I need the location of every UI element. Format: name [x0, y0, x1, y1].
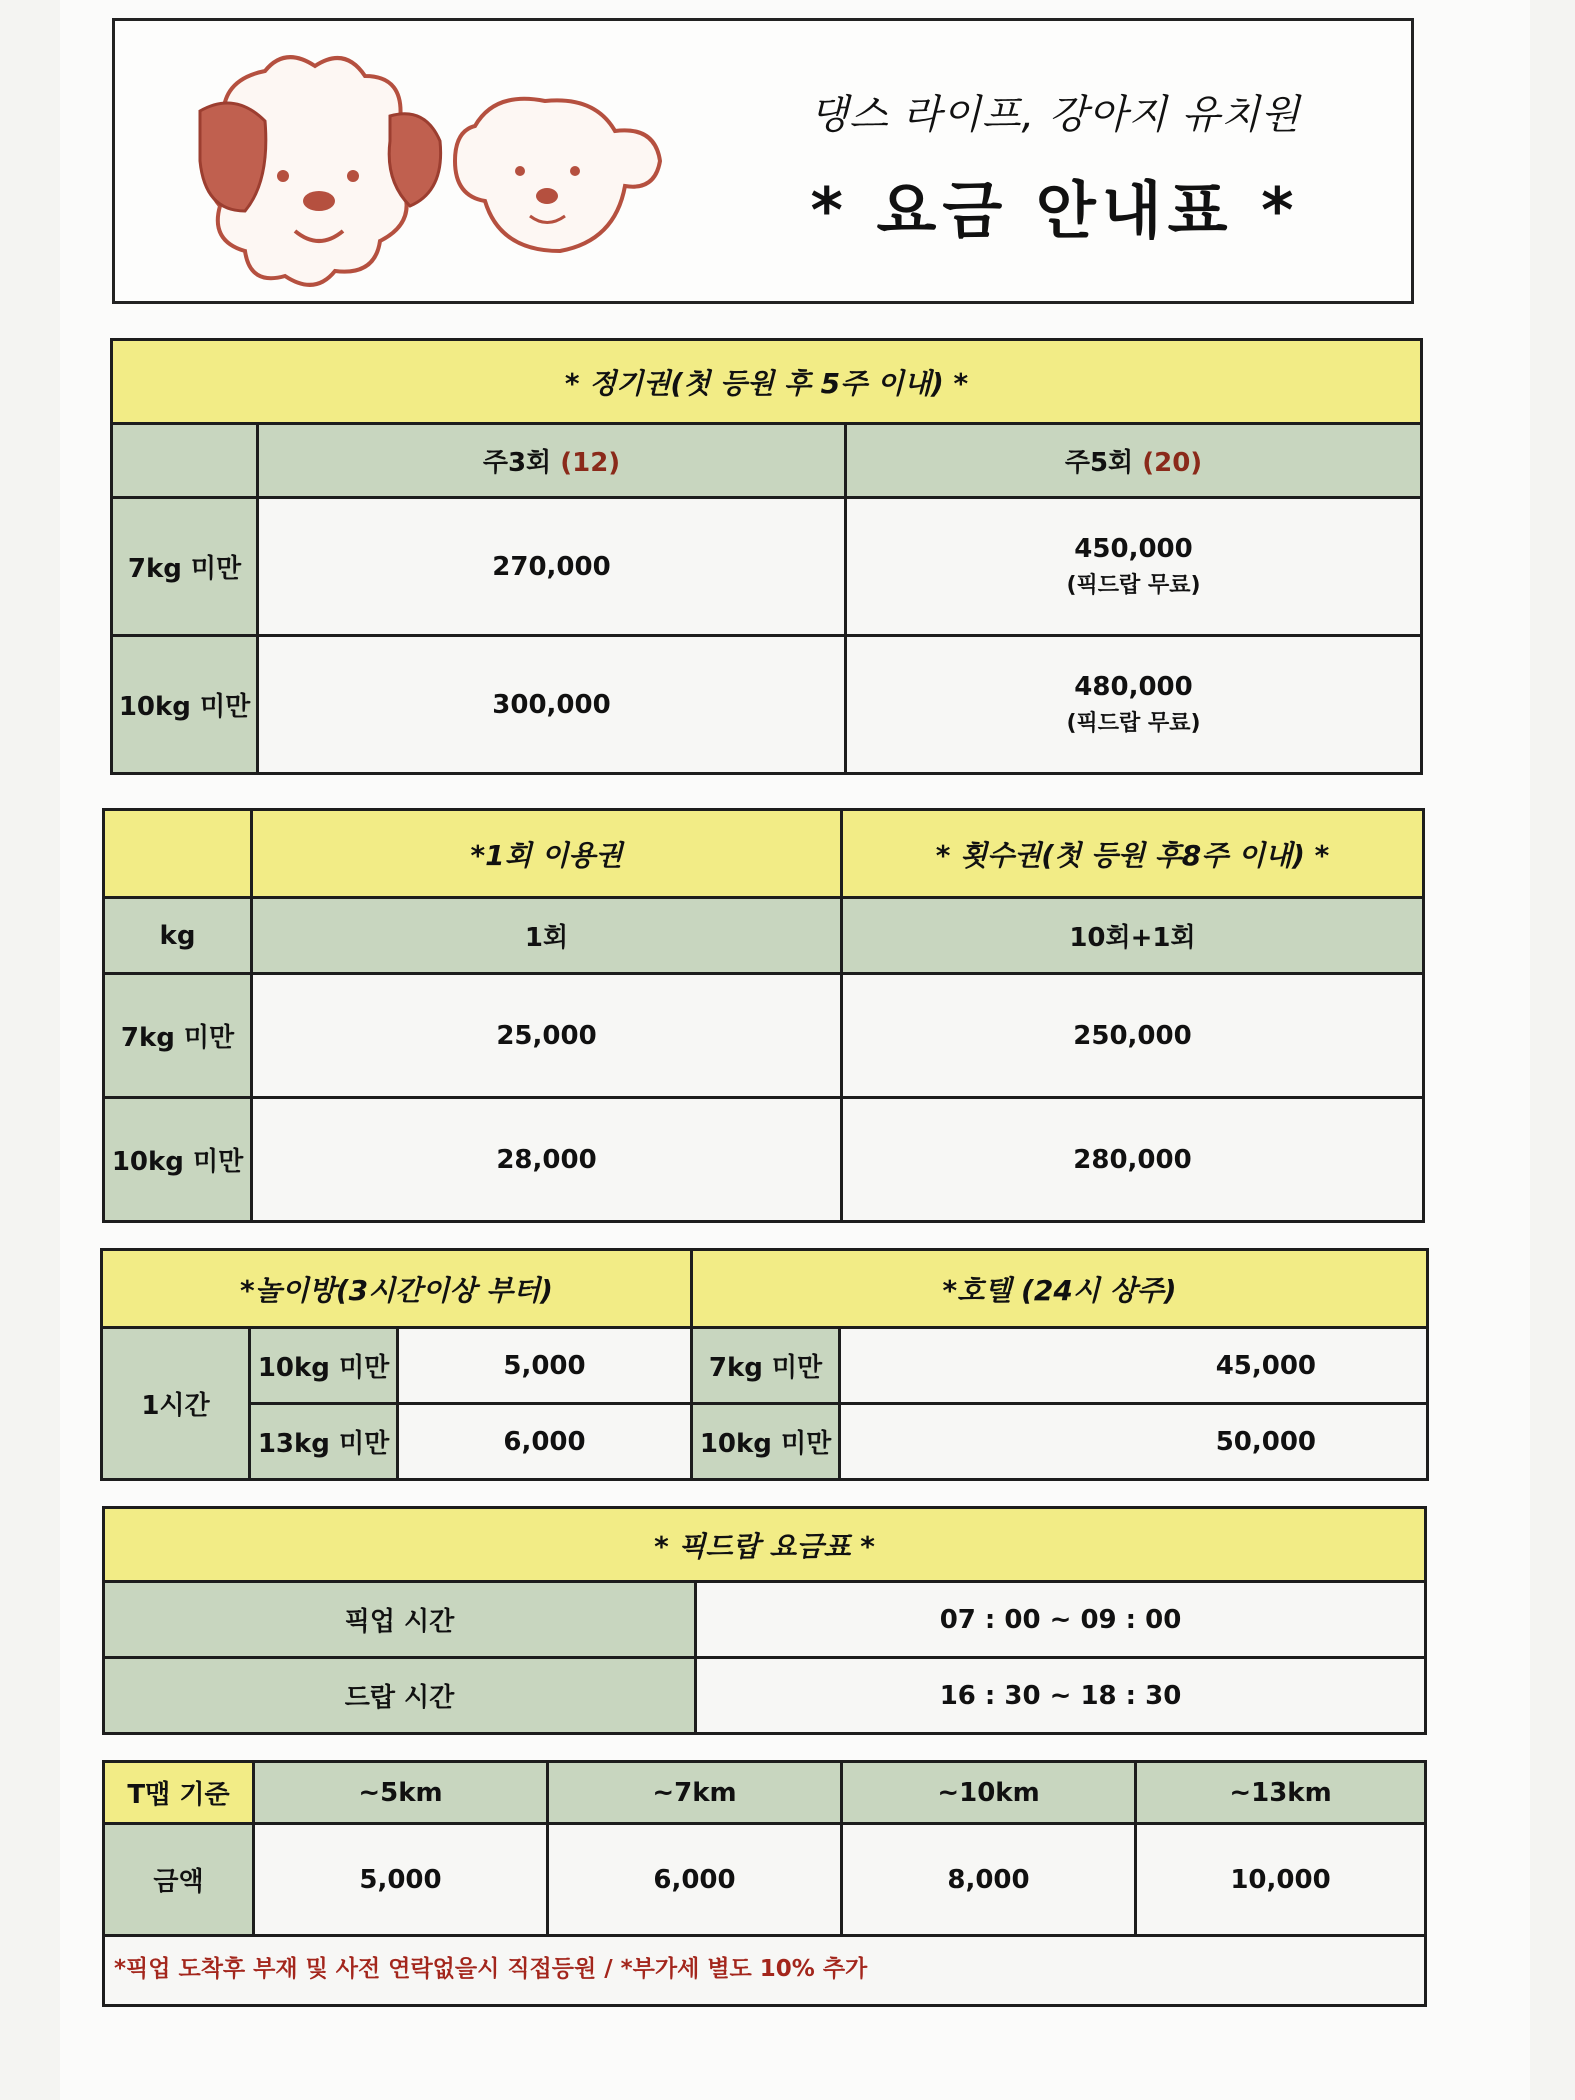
regular-pass-col1: [258, 424, 846, 498]
pickdrop-title: * 픽드랍 요금표 *: [104, 1508, 1426, 1582]
hotel-price: 45,000: [840, 1328, 1428, 1404]
hotel-price: 50,000: [840, 1404, 1428, 1480]
drop-time: 16 : 30 ~ 18 : 30: [696, 1658, 1426, 1734]
single-pass-col1: 1회: [252, 898, 842, 974]
regular-pass-col1-count: (12): [560, 448, 621, 478]
regular-pass-col2: [846, 424, 1422, 498]
count-pass-title: * 횟수권(첫 등원 후8주 이내) *: [842, 810, 1424, 898]
single-pass-row-weight: 10kg 미만: [104, 1098, 252, 1222]
regular-pass-price-note: (픽드랍 무료): [1066, 573, 1201, 598]
regular-pass-price-note: (픽드랍 무료): [1066, 711, 1201, 736]
distance-label: ~5km: [254, 1762, 548, 1824]
drop-label: 드랍 시간: [104, 1658, 696, 1734]
kg-label: kg: [104, 898, 252, 974]
distance-price: 6,000: [548, 1824, 842, 1936]
hotel-weight: 7kg 미만: [692, 1328, 840, 1404]
regular-pass-price-cell: [846, 498, 1422, 636]
footnote: *픽업 도착후 부재 및 사전 연락없을시 직접등원 / *부가세 별도 10% 추가: [114, 1956, 868, 1982]
regular-pass-price-cell: [846, 636, 1422, 774]
single-pass-table: [102, 808, 1425, 1223]
single-pass-corner: [104, 810, 252, 898]
regular-pass-table: [110, 338, 1423, 775]
price-label: 금액: [104, 1824, 254, 1936]
count-pass-price: 280,000: [842, 1098, 1424, 1222]
pickup-time: 07 : 00 ~ 09 : 00: [696, 1582, 1426, 1658]
regular-pass-price: 300,000: [258, 636, 846, 774]
regular-pass-col2-label: 주5회: [1064, 448, 1134, 478]
playroom-price: 5,000: [398, 1328, 692, 1404]
dog-illustration: [155, 31, 675, 301]
distance-label: ~10km: [842, 1762, 1136, 1824]
hotel-weight: 10kg 미만: [692, 1404, 840, 1480]
single-pass-price: 28,000: [252, 1098, 842, 1222]
regular-pass-row-weight: 7kg 미만: [112, 498, 258, 636]
playroom-weight: 10kg 미만: [250, 1328, 398, 1404]
playroom-price: 6,000: [398, 1404, 692, 1480]
regular-pass-price: 270,000: [258, 498, 846, 636]
regular-pass-col2-count: (20): [1142, 448, 1203, 478]
pickdrop-table: [102, 1506, 1427, 1735]
playroom-hotel-table: [100, 1248, 1429, 1481]
single-pass-title: *1회 이용권: [252, 810, 842, 898]
single-pass-col2: 10회+1회: [842, 898, 1424, 974]
single-pass-price: 25,000: [252, 974, 842, 1098]
regular-pass-col1-label: 주3회: [482, 448, 552, 478]
header-subtitle: 댕스 라이프, 강아지 유치원: [809, 92, 1301, 138]
distance-label: ~7km: [548, 1762, 842, 1824]
playroom-unit: 1시간: [102, 1328, 250, 1480]
regular-pass-corner: [112, 424, 258, 498]
distance-label: ~13km: [1136, 1762, 1426, 1824]
regular-pass-title: * 정기권(첫 등원 후 5주 이내) *: [112, 340, 1422, 424]
distance-price: 10,000: [1136, 1824, 1426, 1936]
hotel-title: *호텔 (24시 상주): [692, 1250, 1428, 1328]
regular-pass-price: 450,000: [1074, 534, 1193, 564]
regular-pass-price: 480,000: [1074, 672, 1193, 702]
pickup-label: 픽업 시간: [104, 1582, 696, 1658]
count-pass-price: 250,000: [842, 974, 1424, 1098]
playroom-title: *놀이방(3시간이상 부터): [102, 1250, 692, 1328]
tmap-label: T맵 기준: [104, 1762, 254, 1824]
header-title: * 요금 안내표 *: [810, 174, 1300, 247]
distance-price: 5,000: [254, 1824, 548, 1936]
regular-pass-row-weight: 10kg 미만: [112, 636, 258, 774]
single-pass-row-weight: 7kg 미만: [104, 974, 252, 1098]
playroom-weight: 13kg 미만: [250, 1404, 398, 1480]
distance-price: 8,000: [842, 1824, 1136, 1936]
header-box: [112, 18, 1414, 304]
